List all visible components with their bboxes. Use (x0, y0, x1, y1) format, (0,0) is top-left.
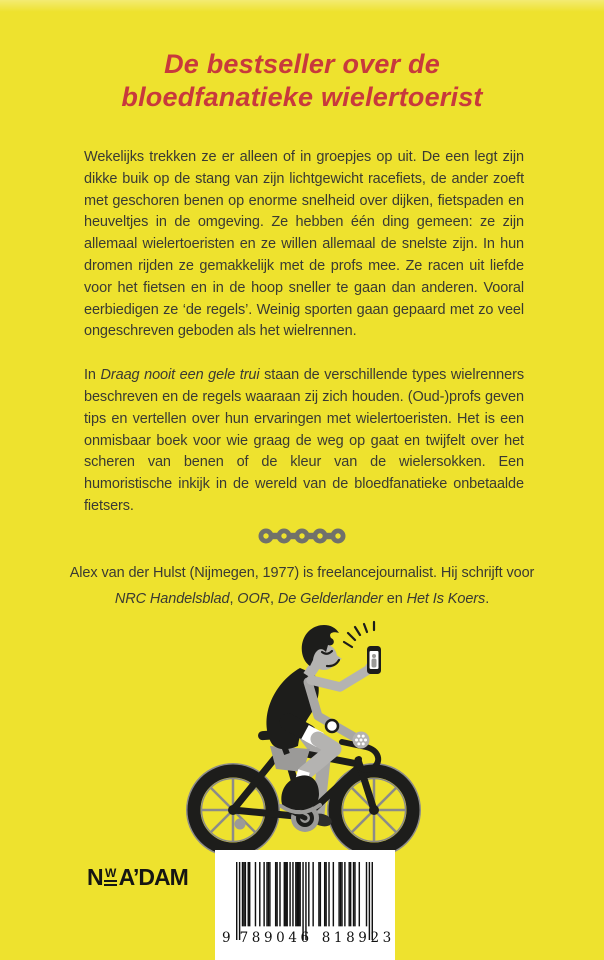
headline (0, 48, 604, 114)
logo-letter-w: W (104, 866, 117, 881)
barcode-group-1: 789046 (239, 930, 313, 946)
shine-rays (344, 622, 374, 647)
logo-letter-n: N (87, 864, 103, 890)
logo-underline-bar (104, 884, 117, 886)
cyclist-selfie-illustration (184, 620, 444, 860)
barcode-digit-left: 9 (222, 930, 231, 946)
body-copy (84, 147, 524, 518)
headline-line1: De bestseller over de (164, 49, 440, 79)
selfie-arm (311, 670, 368, 687)
author-bio: Alex van der Hulst (Nijmegen, 1977) is freelancejournalist. Hij schrijft voor NRC Handelsblad, OOR, De Gelderlander en Het Is Koers. (69, 565, 535, 607)
headline-line2: bloedfanatieke wielertoerist (121, 82, 483, 112)
rear-derailleur (235, 819, 246, 830)
barcode-digits (222, 930, 395, 946)
logo-underline-bar (104, 880, 117, 882)
wrist-watch (326, 720, 338, 732)
rider-head (302, 625, 342, 676)
barcode (236, 862, 373, 940)
paragraph-1: Wekelijks trekken ze er alleen of in groepjes op uit. De een legt zijn dikke buik op de stang van zijn lichtgewicht racefiets, de ander zoeft met geschoren benen op enorme snelheid over dijken, fietspaden en heuveltjes in de omgeving. Ze hebben één ding gemeen: ze zijn allemaal wielertoeristen en ze willen allemaal de snelste zijn. In hun dromen rijden ze gemakkelijk met de profs mee. Ze racen uit liefde voor het fietsen en in de hoop sneller te gaan dan anderen. Vooral eerbiedigen ze ‘de regels’. Weinig sporten gaan gepaard met zo veel ongeschreven geboden als het wielrennen. (84, 149, 524, 340)
cycling-glove (353, 732, 370, 749)
barcode-group-2: 818923 (321, 930, 395, 946)
publisher-logo (87, 866, 188, 888)
logo-w-mark (104, 868, 117, 886)
paragraph-2: In Draag nooit een gele trui staan de verschillende types wielrenners beschreven en de regels waaraan zij zich houden. (Oud-)profs geven tips en vertellen over hun ervaringen met wielertoeristen. Het is een onmisbaar boek voor wie graag de weg op gaat en twijfelt over het scheren van benen of de kleur van de wielersokken. Een humoristische inkijk in de wereld van de bloedfanatieke onbetaalde fietsers. (84, 367, 524, 514)
smartphone-icon (367, 646, 381, 674)
barcode-panel (215, 850, 395, 960)
chain-divider-icon (256, 527, 348, 545)
logo-adam: A’DAM (118, 864, 188, 890)
